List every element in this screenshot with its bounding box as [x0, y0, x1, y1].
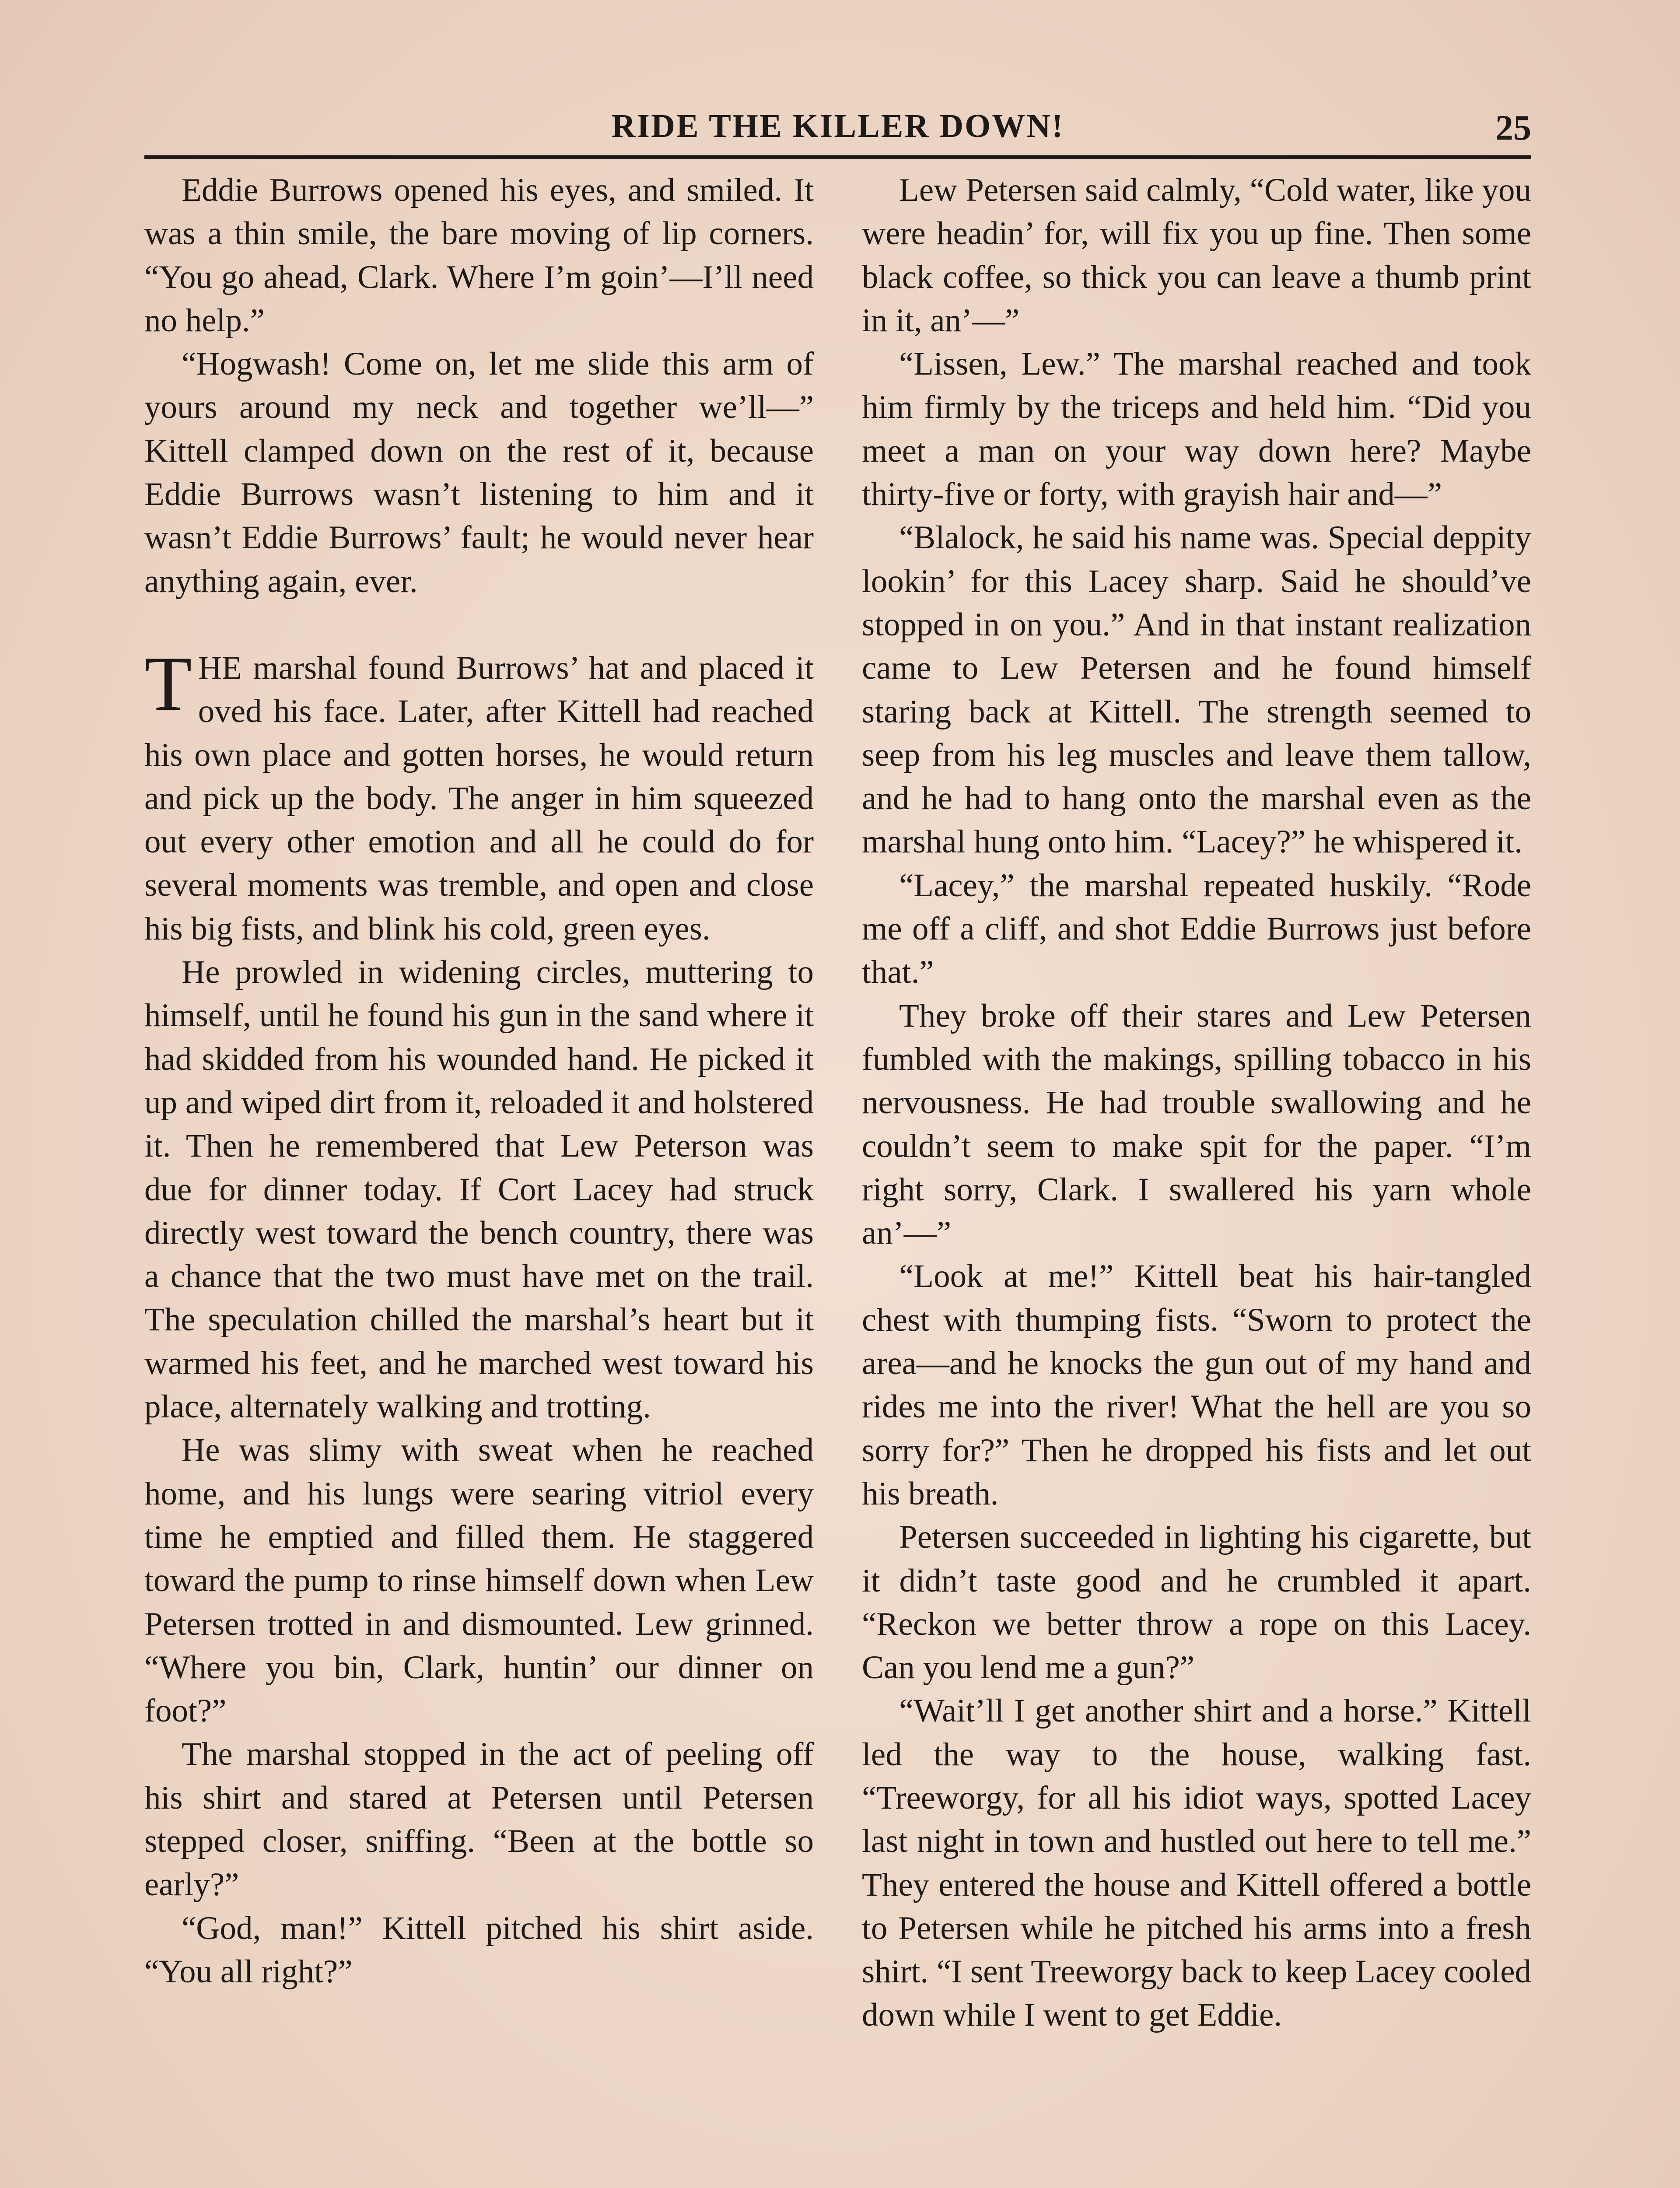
paragraph: “Wait’ll I get another shirt and a horse.” Kittell led the way to the house, walking fast. “Treeworgy, for all his idiot ways, spotted Lacey last night in town and hustled out here to tell me.” They entered the house and Kittell offered a bottle to Petersen while he pitched his arms into a fresh shirt. “I sent Treeworgy back to keep Lacey cooled down while I went to get Eddie. — [862, 1693, 1531, 2034]
paragraph: He was slimy with sweat when he reached home, and his lungs were searing vitriol every time he emptied and filled them. He staggered toward the pump to rinse himself down when Lew Petersen trotted in and dismounted. Lew grinned. “Where you bin, Clark, huntin’ our dinner on foot?” — [144, 1432, 814, 1729]
paragraph: “Lissen, Lew.” The marshal reached and took him firmly by the triceps and held him. “Did you meet a man on your way down here? Maybe thirty-five or forty, with grayish hair and—” — [862, 346, 1531, 513]
paragraph: “God, man!” Kittell pitched his shirt aside. “You all right?” — [144, 1910, 814, 1990]
paragraph: “Lacey,” the marshal repeated huskily. “Rode me off a cliff, and shot Eddie Burrows just before that.” — [862, 867, 1531, 991]
page-header — [144, 98, 1531, 159]
paragraph: “Hogwash! Come on, let me slide this arm of yours around my neck and together we’ll—” Kittell clamped down on the rest of it, because Eddie Burrows wasn’t listening to him and it wasn’t Eddie Burrows’ fault; he would never hear anything again, ever. — [144, 346, 814, 600]
section-paragraph — [144, 640, 814, 950]
paragraph: Lew Petersen said calmly, “Cold water, like you were headin’ for, will fix you up fine. Then some black coffee, so thick you can leave a thumb print in it, an’—” — [862, 172, 1531, 339]
paragraph: The marshal stopped in the act of peeling off his shirt and stared at Petersen until Petersen stepped closer, sniffing. “Been at the bottle so early?” — [144, 1736, 814, 1903]
running-title: RIDE THE KILLER DOWN! — [611, 108, 1064, 144]
page-number: 25 — [1495, 108, 1531, 147]
left-column — [144, 168, 814, 1993]
paragraph: Petersen succeeded in lighting his cigarette, but it didn’t taste good and he crumbled it apart. “Reckon we better throw a rope on this Lacey. Can you lend me a gun?” — [862, 1519, 1531, 1686]
paragraph: “Look at me!” Kittell beat his hair-tangled chest with thumping fists. “Sworn to protect the area—and he knocks the gun out of my hand and rides me into the river! What the hell are you so sorry for?” Then he dropped his fists and let out his breath. — [862, 1258, 1531, 1512]
paragraph: Eddie Burrows opened his eyes, and smiled. It was a thin smile, the bare moving of lip corners. “You go ahead, Clark. Where I’m goin’—I’ll need no help.” — [144, 172, 814, 339]
paragraph: He prowled in widening circles, muttering to himself, until he found his gun in the sand where it had skidded from his wounded hand. He picked it up and wiped dirt from it, reloaded it and holstered it. Then he remembered that Lew Peterson was due for dinner today. If Cort Lacey had struck directly west toward the bench country, there was a chance that the two must have met on the trail. The speculation chilled the marshal’s heart but it warmed his feet, and he marched west toward his place, alternately walking and trotting. — [144, 954, 814, 1425]
paragraph-text: HE marshal found Burrows’ hat and placed it oved his face. Later, after Kittell had reached his own place and gotten horses, he would return and pick up the body. The anger in him squeezed out every other emotion and all he could do for several moments was tremble, and open and close his big fists, and blink his cold, green eyes. — [144, 649, 814, 947]
paragraph: They broke off their stares and Lew Petersen fumbled with the makings, spilling tobacco in his nervousness. He had trouble swallowing and he couldn’t seem to make spit for the paper. “I’m right sorry, Clark. I swallered his yarn whole an’—” — [862, 997, 1531, 1252]
drop-cap: T — [144, 640, 192, 727]
paragraph: “Blalock, he said his name was. Special deppity lookin’ for this Lacey sharp. Said he should’ve stopped in on you.” And in that instant realization came to Lew Petersen and he found himself staring back at Kittell. The strength seemed to seep from his leg muscles and leave them tallow, and he had to hang onto the marshal even as the marshal hung onto him. “Lacey?” he whispered it. — [862, 519, 1531, 860]
right-column — [862, 168, 1531, 2037]
